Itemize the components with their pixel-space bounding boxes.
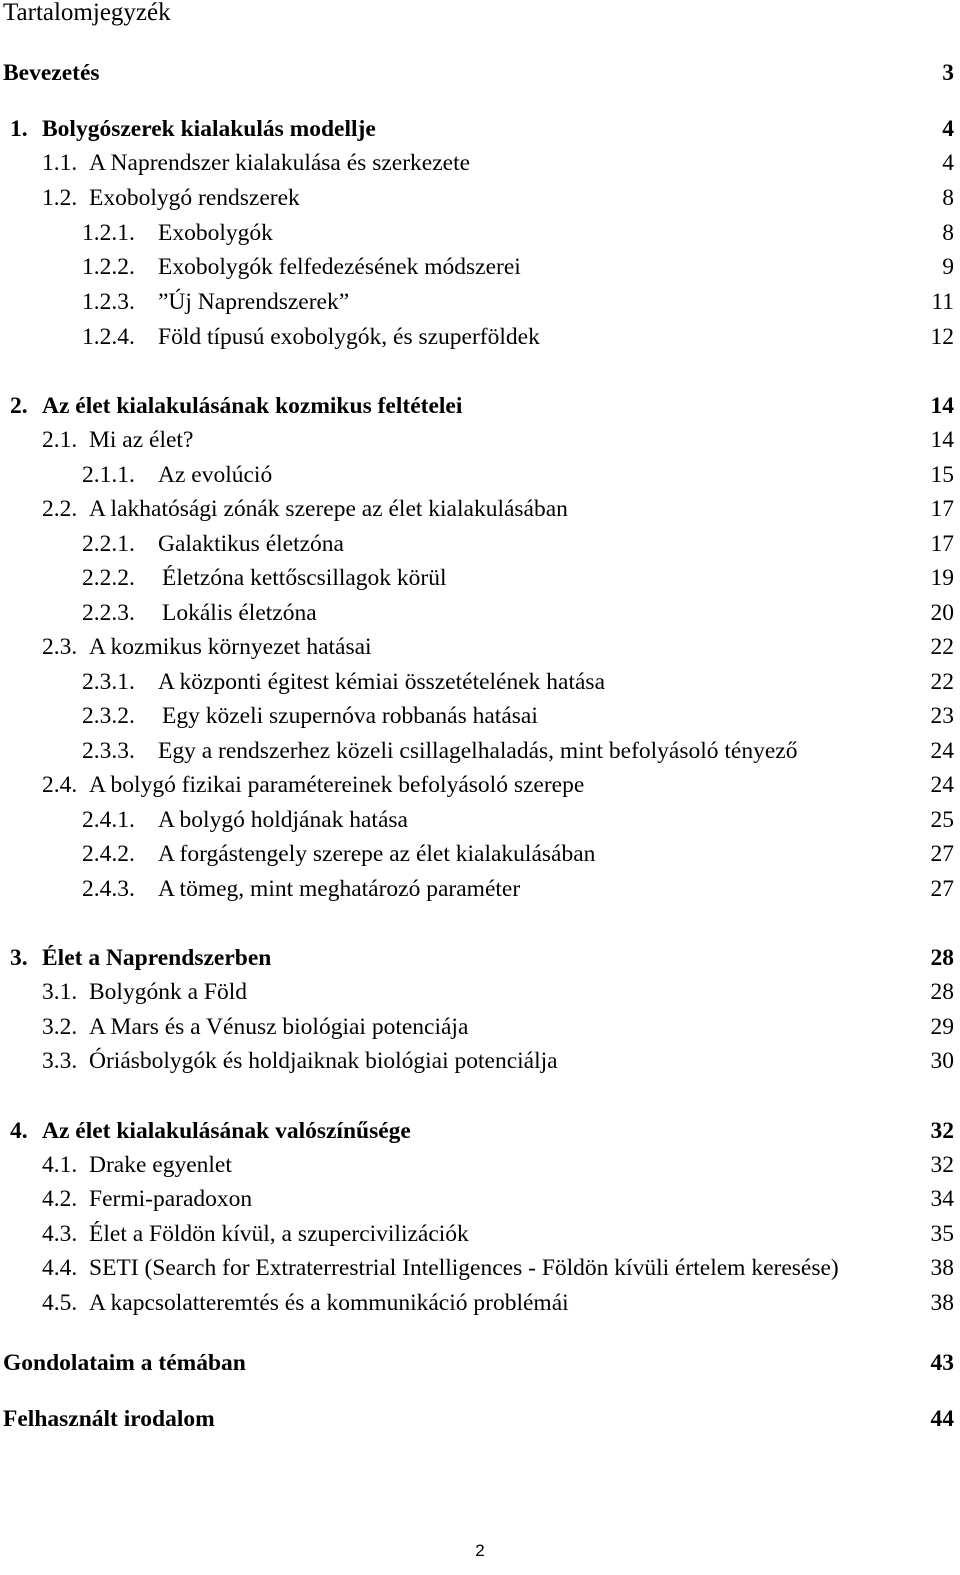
toc-entry-label: Fermi-paradoxon: [89, 1186, 253, 1212]
toc-entry-page: 20: [930, 600, 954, 626]
toc-entry-page: 25: [930, 807, 954, 833]
toc-entry-page: 34: [930, 1186, 954, 1212]
toc-entry-label: ”Új Naprendszerek”: [158, 289, 350, 315]
toc-entry-page: 9: [942, 254, 954, 280]
toc-entry[interactable]: [0, 423, 960, 457]
toc-entry-number: 2.2.1.: [82, 531, 135, 557]
toc-entry[interactable]: [0, 492, 960, 526]
toc-entry-page: 12: [930, 324, 954, 350]
toc-entry-page: 24: [930, 772, 954, 798]
toc-entry[interactable]: [0, 1148, 960, 1182]
toc-entry[interactable]: [0, 941, 960, 975]
page-title: Tartalomjegyzék: [3, 0, 171, 26]
toc-entry-page: 19: [930, 565, 954, 591]
toc-entry[interactable]: [0, 1010, 960, 1044]
toc-entry-page: 23: [930, 703, 954, 729]
toc-entry-page: 38: [930, 1290, 954, 1316]
toc-entry-page: 44: [930, 1406, 954, 1432]
toc-entry-number: 2.3.2.: [82, 703, 135, 729]
toc-entry[interactable]: [0, 1044, 960, 1078]
toc-entry-number: 2.1.: [42, 427, 78, 453]
toc-entry-label: A tömeg, mint meghatározó paraméter: [158, 876, 521, 902]
toc-entry-page: 32: [930, 1118, 954, 1144]
toc-entry-page: 11: [931, 289, 954, 315]
toc-entry-number: 2.2.3.: [82, 600, 135, 626]
page-number: 2: [475, 1541, 485, 1560]
toc-entry-page: 8: [942, 220, 954, 246]
toc-entry-page: 14: [930, 427, 954, 453]
toc-entry-page: 14: [930, 393, 954, 419]
toc-entry[interactable]: [0, 837, 960, 871]
toc-entry-number: 3.1.: [42, 979, 78, 1005]
toc-entry-label: Élet a Naprendszerben: [42, 945, 272, 971]
toc-entry[interactable]: [0, 285, 960, 319]
toc-entry-page: 22: [930, 634, 954, 660]
toc-entry[interactable]: [0, 320, 960, 354]
toc-entry[interactable]: [0, 734, 960, 768]
toc-entry-number: 2.3.1.: [82, 669, 135, 695]
toc-entry[interactable]: [0, 389, 960, 423]
toc-entry[interactable]: [0, 458, 960, 492]
toc-entry-label: Bolygónk a Föld: [89, 979, 247, 1005]
toc-entry[interactable]: [0, 1402, 960, 1436]
toc-entry[interactable]: [0, 1346, 960, 1380]
toc-entry-label: Óriásbolygók és holdjaiknak biológiai potenciálja: [89, 1048, 558, 1074]
toc-entry-number: 4.1.: [42, 1152, 78, 1178]
toc-entry-number: 2.: [10, 393, 28, 419]
toc-entry-number: 2.3.3.: [82, 738, 135, 764]
toc-entry[interactable]: [0, 699, 960, 733]
toc-entry[interactable]: [0, 803, 960, 837]
toc-entry-number: 1.2.: [42, 185, 78, 211]
toc-entry-label: A bolygó holdjának hatása: [158, 807, 408, 833]
toc-entry-label: Bevezetés: [3, 60, 100, 86]
toc-entry[interactable]: [0, 768, 960, 802]
toc-entry-label: Életzóna kettőscsillagok körül: [162, 565, 447, 591]
toc-entry-label: Exobolygók felfedezésének módszerei: [158, 254, 521, 280]
toc-entry[interactable]: [0, 975, 960, 1009]
toc-entry-number: 2.2.2.: [82, 565, 135, 591]
toc-entry[interactable]: [0, 1217, 960, 1251]
toc-entry-label: Bolygószerek kialakulás modellje: [42, 116, 376, 142]
toc-entry-label: Lokális életzóna: [162, 600, 317, 626]
toc-entry-number: 4.: [10, 1118, 28, 1144]
toc-entry-label: Gondolataim a témában: [3, 1350, 246, 1376]
toc-entry-number: 2.4.3.: [82, 876, 135, 902]
toc-entry-number: 4.4.: [42, 1255, 78, 1281]
toc-entry[interactable]: [0, 596, 960, 630]
toc-entry-page: 22: [930, 669, 954, 695]
toc-entry-label: Mi az élet?: [89, 427, 194, 453]
toc-entry[interactable]: [0, 527, 960, 561]
toc-entry-page: 30: [930, 1048, 954, 1074]
toc-entry[interactable]: [0, 181, 960, 215]
toc-entry-label: A Mars és a Vénusz biológiai potenciája: [89, 1014, 469, 1040]
toc-entry-label: Az élet kialakulásának kozmikus feltételei: [42, 393, 463, 419]
toc-entry-number: 1.2.1.: [82, 220, 135, 246]
toc-entry-label: Föld típusú exobolygók, és szuperföldek: [158, 324, 540, 350]
toc-entry-page: 27: [930, 876, 954, 902]
toc-entry-number: 3.3.: [42, 1048, 78, 1074]
toc-entry[interactable]: [0, 665, 960, 699]
toc-entry-number: 3.: [10, 945, 28, 971]
toc-entry-page: 27: [930, 841, 954, 867]
toc-entry-number: 4.3.: [42, 1221, 78, 1247]
toc-entry-page: 43: [930, 1350, 954, 1376]
toc-entry-label: Az evolúció: [158, 462, 273, 488]
toc-entry-label: A kozmikus környezet hatásai: [89, 634, 372, 660]
toc-entry[interactable]: [0, 250, 960, 284]
toc-entry-label: Exobolygó rendszerek: [89, 185, 300, 211]
toc-entry-label: Felhasznált irodalom: [3, 1406, 215, 1432]
toc-entry-number: 2.4.2.: [82, 841, 135, 867]
toc-entry[interactable]: [0, 56, 960, 90]
toc-entry-number: 1.2.3.: [82, 289, 135, 315]
toc-entry-number: 1.: [10, 116, 28, 142]
toc-entry-page: 8: [942, 185, 954, 211]
toc-entry-label: Galaktikus életzóna: [158, 531, 344, 557]
toc-entry-page: 4: [942, 116, 954, 142]
toc-entry-number: 4.5.: [42, 1290, 78, 1316]
toc-entry-page: 24: [930, 738, 954, 764]
toc-entry-label: Egy közeli szupernóva robbanás hatásai: [162, 703, 538, 729]
toc-entry-number: 4.2.: [42, 1186, 78, 1212]
toc-entry[interactable]: [0, 146, 960, 180]
toc-entry-number: 3.2.: [42, 1014, 78, 1040]
toc-entry-label: A lakhatósági zónák szerepe az élet kialakulásában: [89, 496, 568, 522]
toc-entry-label: Az élet kialakulásának valószínűsége: [42, 1118, 411, 1144]
toc-entry-page: 4: [942, 150, 954, 176]
toc-entry-page: 29: [930, 1014, 954, 1040]
toc-entry-label: A kapcsolatteremtés és a kommunikáció problémái: [89, 1290, 569, 1316]
toc-entry-label: A központi égitest kémiai összetételének hatása: [158, 669, 606, 695]
toc-entry-label: Egy a rendszerhez közeli csillagelhaladás, mint befolyásoló tényező: [158, 738, 798, 764]
toc-entry[interactable]: [0, 1114, 960, 1148]
toc-entry-number: 2.4.1.: [82, 807, 135, 833]
toc-entry-page: 35: [930, 1221, 954, 1247]
toc-entry-label: A Naprendszer kialakulása és szerkezete: [89, 150, 471, 176]
toc-entry[interactable]: [0, 630, 960, 664]
toc-entry-label: SETI (Search for Extraterrestrial Intelligences - Földön kívüli értelem keresése): [89, 1255, 839, 1281]
toc-entry[interactable]: [0, 1251, 960, 1285]
toc-entry-page: 28: [930, 979, 954, 1005]
toc-entry-page: 28: [930, 945, 954, 971]
toc-entry-number: 1.2.2.: [82, 254, 135, 280]
toc-entry[interactable]: [0, 216, 960, 250]
toc-entry-page: 17: [930, 531, 954, 557]
toc-entry-label: Exobolygók: [158, 220, 273, 246]
toc-entry[interactable]: [0, 872, 960, 906]
toc-entry-number: 2.1.1.: [82, 462, 135, 488]
toc-entry-number: 2.2.: [42, 496, 78, 522]
toc-entry-label: Élet a Földön kívül, a szupercivilizációk: [89, 1221, 469, 1247]
toc-entry-number: 1.1.: [42, 150, 78, 176]
toc-entry[interactable]: [0, 561, 960, 595]
toc-entry-page: 38: [930, 1255, 954, 1281]
toc-entry-label: Drake egyenlet: [89, 1152, 232, 1178]
toc-entry[interactable]: [0, 112, 960, 146]
toc-entry-number: 2.4.: [42, 772, 78, 798]
toc-entry-label: A forgástengely szerepe az élet kialakulásában: [158, 841, 596, 867]
toc-entry-number: 2.3.: [42, 634, 78, 660]
toc-entry[interactable]: [0, 1286, 960, 1320]
toc-entry-page: 32: [930, 1152, 954, 1178]
toc-entry-page: 15: [930, 462, 954, 488]
toc-entry-page: 17: [930, 496, 954, 522]
toc-entry[interactable]: [0, 1182, 960, 1216]
toc-entry-label: A bolygó fizikai paramétereinek befolyásoló szerepe: [89, 772, 585, 798]
toc-entry-page: 3: [942, 60, 954, 86]
toc-entry-number: 1.2.4.: [82, 324, 135, 350]
